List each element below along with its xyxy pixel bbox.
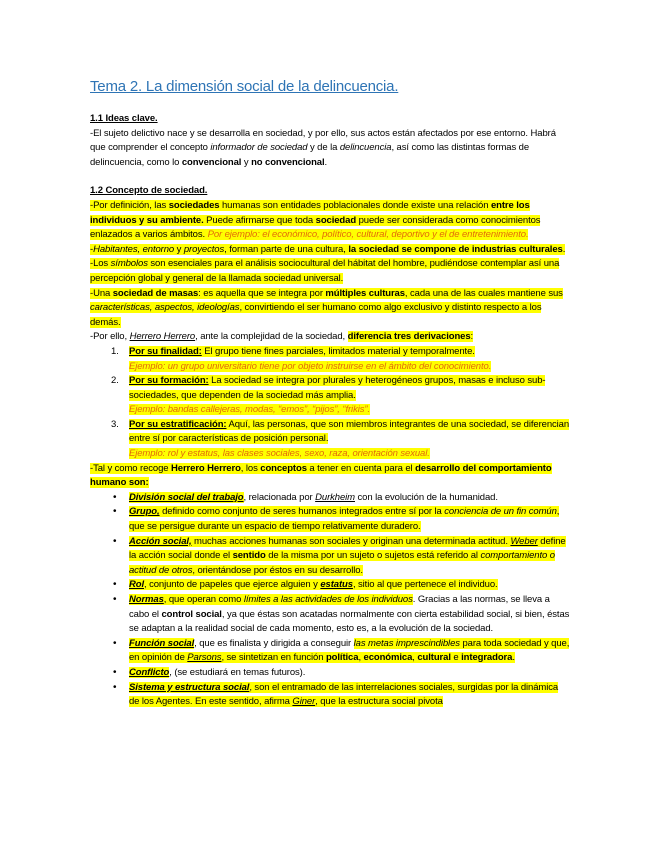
paragraph-definicion: -Por definición, las sociedades humanas son entidades poblacionales donde existe una relación entre los individuos y su ambiente. Puede afirmarse que toda sociedad puede ser considerada como conocimientos enlazados a varios ámbitos. Por ejemplo: el económico, político, cultural, deportivo y el de entretenimiento. <box>90 199 541 241</box>
document-title: Tema 2. La dimensión social de la delincuencia. <box>90 78 399 95</box>
bullet-icon: • <box>113 579 117 591</box>
bullet-icon: • <box>113 535 117 547</box>
document-page <box>90 78 570 710</box>
list-item: • Rol, conjunto de papeles que ejerce alguien y estatus, sitio al que pertenece el individuo. <box>90 578 570 593</box>
list-number: 1. <box>111 345 119 357</box>
bullet-icon: • <box>113 594 117 605</box>
paragraph-habitantes: -Habitantes, entorno y proyectos, forman parte de una cultura, la sociedad se compone de industrias culturales. <box>90 243 566 255</box>
bullet-icon: • <box>113 506 117 518</box>
list-item: • Grupo, definido como conjunto de seres humanos integrados entre sí por la conciencia de un fin común, que se persigue durante un espacio de tiempo relativamente duradero. <box>113 506 560 533</box>
list-item: • Normas, que operan como límites a las actividades de los individuos. Gracias a las normas, se lleva a cabo el control social, ya que éstas son acatadas normalmente con cierta estabilidad social, si bien, éstas se adaptan a la realidad social de cada momento, esto es, a la evolución de la sociedad. <box>113 594 570 635</box>
list-item: • Función social, que es finalista y dirigida a conseguir las metas imprescindibles para toda sociedad y que, en opinión de Parsons, se sintetizan en función política, económica, cultural e integradora. <box>113 637 570 664</box>
derivaciones-list <box>90 345 570 462</box>
section-heading-concepto-sociedad: 1.2 Concepto de sociedad. <box>90 185 208 197</box>
paragraph-ideas-clave: -El sujeto delictivo nace y se desarrolla en sociedad, y por ello, sus actos están afectados por ese entorno. Habrá que comprender el concepto informador de sociedad y de la delincuencia, así como las distintas formas de delincuencia, como lo convencional y no convencional. <box>90 127 556 168</box>
list-item: 3. Por su estratificación: Aquí, las personas, que son miembros integrantes de una sociedad, se diferencian entre sí por características de posición personal. Ejemplo: rol y estatus, las clases sociales, sexo, raza, orientación sexual. <box>111 418 570 460</box>
list-item: • Sistema y estructura social, son el entramado de las interrelaciones sociales, surgidas por la dinámica de los Agentes. En este sentido, afirma Giner, que la estructura social pivota <box>113 681 559 708</box>
bullet-icon: • <box>113 681 117 693</box>
list-item: • Acción social, muchas acciones humanas son sociales y originan una determinada actitud. Weber define la acción social donde el sentido de la misma por un sujeto o sujetos está referido al comportamiento o actitud de otros, orientándose por éstos en su desarrollo. <box>113 535 566 576</box>
conceptos-list <box>90 491 570 710</box>
list-item: 2. Por su formación: La sociedad se integra por plurales y heterogéneos grupos, masas e incluso sub-sociedades, que dependen de la sociedad más amplia. Ejemplo: bandas callejeras, modas, “emos”, “pijos”, “frikis”. <box>111 375 546 416</box>
paragraph-derivaciones: -Por ello, Herrero Herrero, ante la complejidad de la sociedad, diferencia tres derivaciones: <box>90 331 474 343</box>
list-number: 2. <box>111 375 119 387</box>
paragraph-sociedad-masas: -Una sociedad de masas: es aquella que se integra por múltiples culturas, cada una de las cuales mantiene sus características, aspectos, ideologías, convirtiendo el ser humano como algo exclusivo y distinto respecto a los demás. <box>90 287 563 328</box>
list-item: • Conflicto, (se estudiará en temas futuros). <box>90 666 570 681</box>
bullet-icon: • <box>113 491 117 503</box>
list-item: • División social del trabajo, relacionada por Durkheim con la evolución de la humanidad. <box>90 491 570 506</box>
bullet-icon: • <box>113 637 117 649</box>
list-item: 1. Por su finalidad: El grupo tiene fines parciales, limitados material y temporalmente. Ejemplo: un grupo universitario tiene por objeto instruirse en el ámbito del conocimiento. <box>111 345 492 372</box>
list-number: 3. <box>111 418 119 430</box>
paragraph-simbolos: -Los símbolos son esenciales para el análisis sociocultural del hábitat del hombre, pudiéndose contemplar así una percepción global y general de la llamada sociedad universal. <box>90 258 560 284</box>
section-heading-ideas-clave: 1.1 Ideas clave. <box>90 113 158 124</box>
bullet-icon: • <box>113 666 117 678</box>
paragraph-conceptos: -Tal y como recoge Herrero Herrero, los conceptos a tener en cuenta para el desarrollo del comportamiento humano son: <box>90 462 552 489</box>
